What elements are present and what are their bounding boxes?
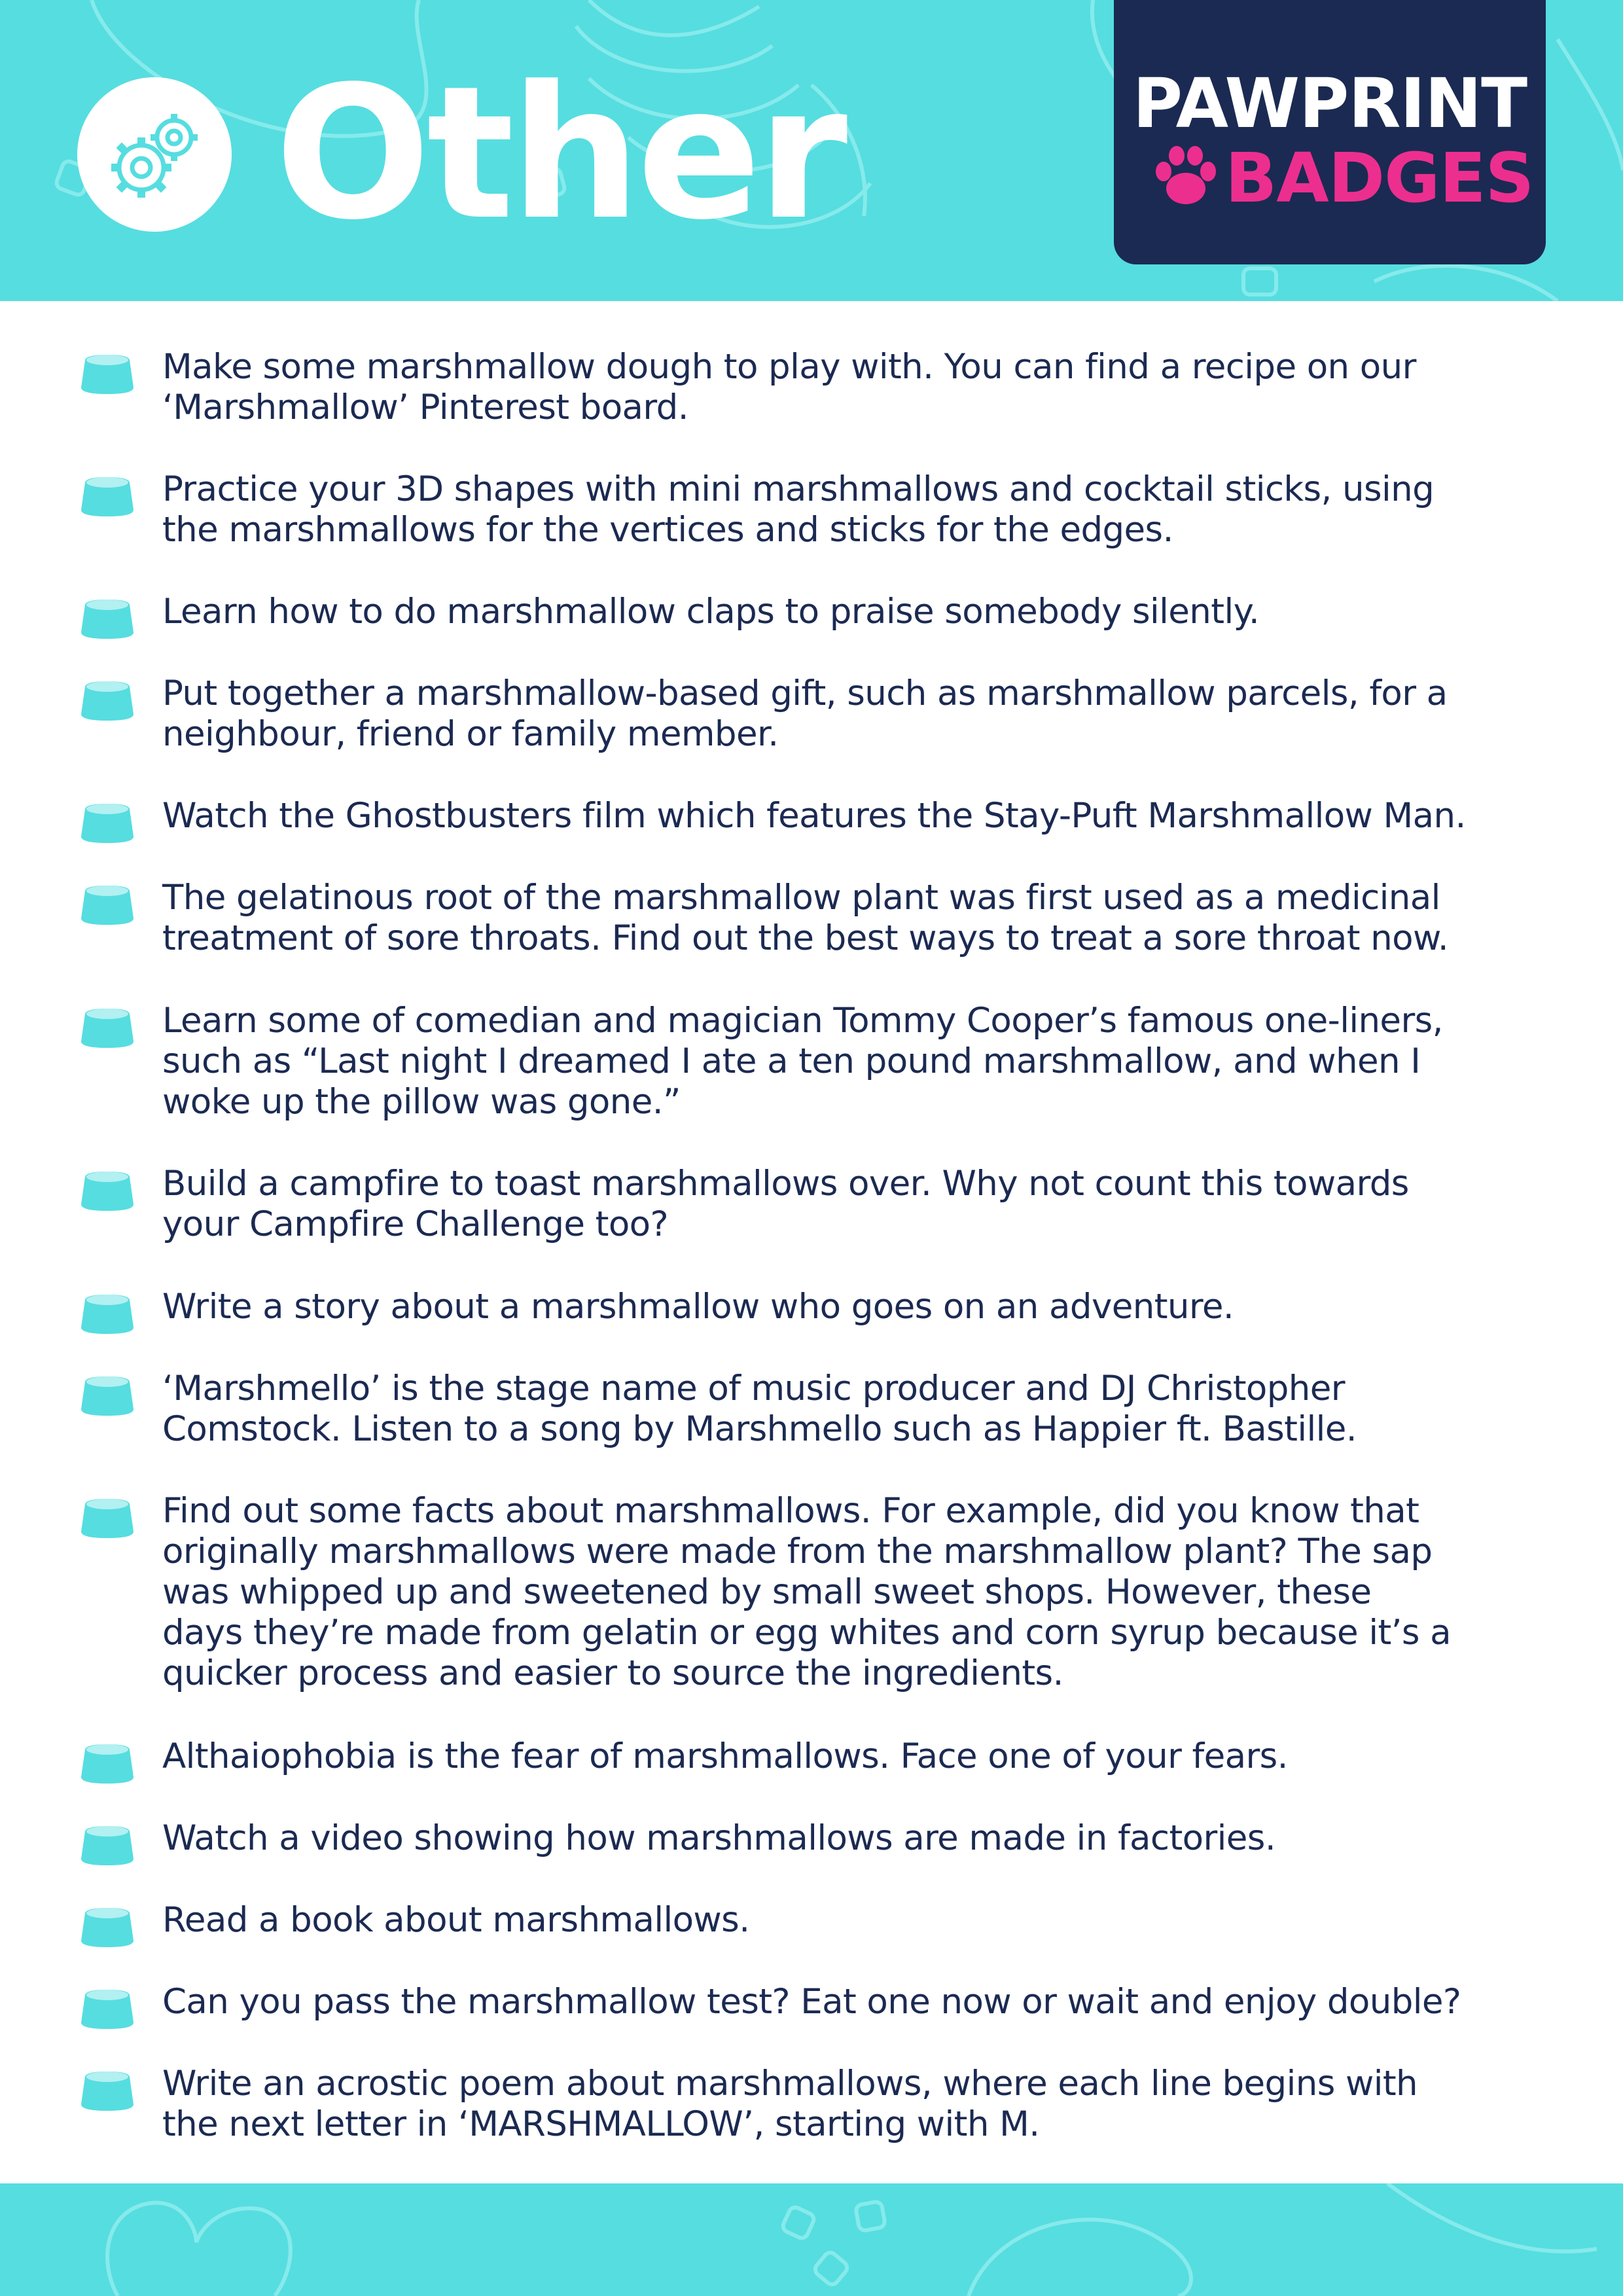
marshmallow-icon [79, 1492, 136, 1542]
text-line: Make some marshmallow dough to play with. You can find a recipe on our [162, 347, 1416, 387]
text-line: The gelatinous root of the marshmallow plant was first used as a medicinal [162, 878, 1440, 918]
text-line: Althaiophobia is the fear of marshmallows. Face one of your fears. [162, 1736, 1288, 1776]
page-title: Other [275, 47, 844, 260]
text-line: ‘Marshmallow’ Pinterest board. [162, 387, 688, 427]
text-line: Put together a marshmallow-based gift, such as marshmallow parcels, for a [162, 673, 1448, 713]
text-line: Write an acrostic poem about marshmallows, where each line begins with [162, 2064, 1418, 2104]
marshmallow-icon [79, 2065, 136, 2115]
text-line: Watch a video showing how marshmallows are made in factories. [162, 1818, 1276, 1858]
marshmallow-icon [79, 593, 136, 643]
text-line: the marshmallows for the vertices and sticks for the edges. [162, 510, 1173, 550]
text-line: originally marshmallows were made from the marshmallow plant? The sap [162, 1532, 1433, 1571]
text-line: the next letter in ‘MARSHMALLOW’, starting with M. [162, 2104, 1040, 2144]
text-line: Find out some facts about marshmallows. For example, did you know that [162, 1491, 1419, 1531]
gears-icon [77, 77, 232, 232]
paw-icon [1152, 145, 1220, 208]
marshmallow-icon [79, 1983, 136, 2033]
text-line: your Campfire Challenge too? [162, 1204, 669, 1244]
marshmallow-icon [79, 1820, 136, 1869]
list-item-text [162, 592, 1550, 632]
text-line: Learn how to do marshmallow claps to praise somebody silently. [162, 592, 1260, 632]
list-item-text [162, 1491, 1550, 1694]
text-line: woke up the pillow was gone.” [162, 1082, 681, 1122]
list-item-text [162, 469, 1550, 550]
text-line: ‘Marshmello’ is the stage name of music producer and DJ Christopher [162, 1369, 1345, 1408]
text-line: Learn some of comedian and magician Tommy Cooper’s famous one-liners, [162, 1001, 1443, 1041]
marshmallow-icon [79, 675, 136, 725]
logo-text-badges: BADGES [1225, 138, 1534, 218]
text-line: neighbour, friend or family member. [162, 714, 779, 754]
marshmallow-icon [79, 348, 136, 398]
list-item-text [162, 673, 1550, 755]
marshmallow-icon [79, 1165, 136, 1215]
header-banner [0, 0, 1623, 301]
list-item-text [162, 878, 1550, 959]
text-line: treatment of sore throats. Find out the best ways to treat a sore throat now. [162, 918, 1449, 958]
marshmallow-icon [79, 1738, 136, 1787]
marshmallow-icon [79, 1901, 136, 1951]
list-item-text [162, 1001, 1550, 1122]
text-line: Watch the Ghostbusters film which features the Stay-Puft Marshmallow Man. [162, 796, 1466, 836]
list-item-text [162, 2064, 1550, 2145]
text-line: Can you pass the marshmallow test? Eat one now or wait and enjoy double? [162, 1982, 1461, 2022]
text-line: quicker process and easier to source the ingredients. [162, 1653, 1063, 1693]
marshmallow-icon [79, 1370, 136, 1420]
pawprint-badges-logo [1114, 0, 1546, 264]
text-line: Build a campfire to toast marshmallows over. Why not count this towards [162, 1164, 1409, 1204]
marshmallow-icon [79, 1002, 136, 1052]
list-item-text [162, 1900, 1550, 1941]
text-line: was whipped up and sweetened by small sweet shops. However, these [162, 1572, 1372, 1612]
list-item-text [162, 1736, 1550, 1777]
list-item-text [162, 796, 1550, 836]
list-item-text [162, 347, 1550, 428]
text-line: Comstock. Listen to a song by Marshmello such as Happier ft. Bastille. [162, 1409, 1357, 1449]
text-line: Read a book about marshmallows. [162, 1900, 750, 1940]
list-item-text [162, 1818, 1550, 1859]
marshmallow-icon [79, 879, 136, 929]
footer-banner [0, 2183, 1623, 2296]
marshmallow-icon [79, 471, 136, 520]
list-item-text [162, 1164, 1550, 1245]
background-doodles [0, 2183, 1623, 2296]
marshmallow-icon [79, 1288, 136, 1338]
list-item-text [162, 1982, 1550, 2022]
text-line: such as “Last night I dreamed I ate a ten pound marshmallow, and when I [162, 1041, 1421, 1081]
logo-text-pawprint: PAWPRINT [1132, 63, 1527, 143]
list-item-text [162, 1369, 1550, 1450]
marshmallow-icon [79, 797, 136, 847]
text-line: Write a story about a marshmallow who goes on an adventure. [162, 1287, 1234, 1327]
text-line: Practice your 3D shapes with mini marshmallows and cocktail sticks, using [162, 469, 1435, 509]
text-line: days they’re made from gelatin or egg whites and corn syrup because it’s a [162, 1613, 1452, 1653]
list-item-text [162, 1287, 1550, 1327]
